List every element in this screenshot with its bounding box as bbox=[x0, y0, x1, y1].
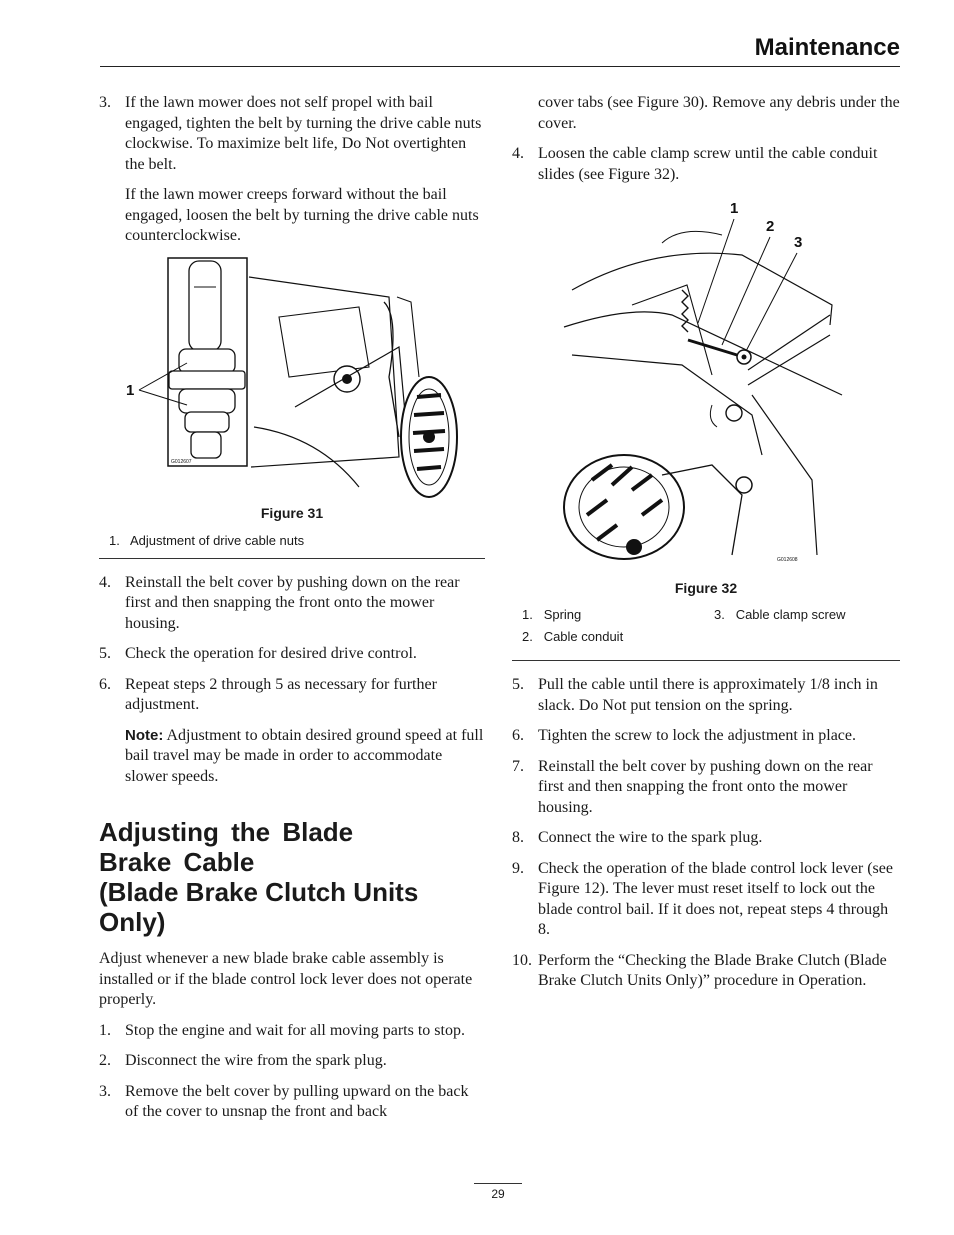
step-number: 5. bbox=[99, 645, 111, 662]
section-title: Maintenance bbox=[754, 34, 900, 61]
legend-number: 3. bbox=[714, 607, 725, 622]
cable-rod bbox=[189, 261, 221, 351]
step-10 bbox=[512, 951, 900, 992]
step-3-paragraph: If the lawn mower creeps forward without the bail engaged, loosen the belt by turning the drive cable nuts counterclockwise. bbox=[125, 186, 479, 244]
step-text: Loosen the cable clamp screw until the cable conduit slides (see Figure 32). bbox=[538, 145, 878, 183]
figure-code: G012607 bbox=[171, 458, 192, 465]
step-number: 10. bbox=[512, 951, 532, 969]
section-intro: Adjust whenever a new blade brake cable assembly is installed or if the blade control lock lever does not operate properly. bbox=[99, 950, 473, 1008]
wheel bbox=[564, 455, 684, 559]
step-4 bbox=[512, 144, 900, 185]
figure-31-legend bbox=[109, 530, 485, 552]
legend-text: Spring bbox=[543, 607, 582, 622]
step-text: Check the operation of the blade control lock lever (see Figure 12). The lever must reset itself to lock out the blade control bail. If it does not, repeat steps 4 through 8. bbox=[538, 859, 893, 938]
step-number: 4. bbox=[512, 145, 524, 162]
step-text: Repeat steps 2 through 5 as necessary for further adjustment. bbox=[125, 675, 437, 713]
step-3 bbox=[99, 93, 485, 175]
figure-32-legend bbox=[522, 604, 900, 648]
legend-number: 2. bbox=[522, 629, 533, 644]
figure-31 bbox=[99, 257, 485, 559]
blade-step-1 bbox=[99, 1021, 485, 1042]
step-text: Perform the “Checking the Blade Brake Clutch (Blade Brake Clutch Units Only)” procedure in Operation. bbox=[538, 951, 887, 989]
step-text: Pull the cable until there is approximately 1/8 inch in slack. Do Not put tension on the spring. bbox=[538, 676, 878, 714]
continued-text: cover tabs (see Figure 30). Remove any debris under the cover. bbox=[538, 94, 900, 132]
step-number: 8. bbox=[512, 829, 524, 846]
page-header bbox=[100, 34, 900, 67]
step-5 bbox=[99, 644, 485, 665]
step-number: 2. bbox=[99, 1052, 111, 1069]
figure-divider bbox=[99, 558, 485, 559]
step-number: 4. bbox=[99, 573, 111, 591]
step-text: Disconnect the wire from the spark plug. bbox=[125, 1052, 387, 1069]
step-number: 6. bbox=[512, 727, 524, 744]
step-5 bbox=[512, 675, 900, 716]
step-9 bbox=[512, 859, 900, 941]
footer-rule bbox=[474, 1183, 522, 1184]
legend-text: Cable conduit bbox=[543, 629, 624, 644]
callout-2: 2 bbox=[766, 218, 775, 235]
step-number: 1. bbox=[99, 1021, 111, 1039]
lower-nut bbox=[179, 389, 235, 413]
figure-code: G012608 bbox=[777, 557, 798, 563]
step-text: Reinstall the belt cover by pushing down on the rear first and then snapping the front onto the mower housing. bbox=[125, 573, 460, 632]
step-number: 7. bbox=[512, 757, 524, 775]
step-text: If the lawn mower does not self propel with bail engaged, tighten the belt by turning the drive cable nuts clockwise. To maximize belt life, Do Not overtighten the belt. bbox=[125, 94, 482, 173]
figure-32 bbox=[512, 195, 900, 661]
step-text: Tighten the screw to lock the adjustment in place. bbox=[538, 727, 857, 744]
callout-1: 1 bbox=[126, 381, 135, 399]
step-text: Remove the belt cover by pulling upward on the back of the cover to unsnap the front and back bbox=[125, 1082, 469, 1120]
step-7 bbox=[512, 757, 900, 819]
page-number: 29 bbox=[491, 1187, 505, 1201]
step-number: 5. bbox=[512, 676, 524, 693]
upper-nut bbox=[179, 349, 235, 373]
heading-line: (Blade Brake Clutch Units bbox=[99, 877, 419, 907]
legend-text: Cable clamp screw bbox=[735, 607, 846, 622]
figure-32-illustration bbox=[512, 195, 900, 573]
step-6 bbox=[99, 675, 485, 716]
section-heading bbox=[99, 817, 485, 937]
heading-line: Adjusting the Blade bbox=[99, 817, 354, 847]
step-number: 6. bbox=[99, 675, 111, 693]
step-text: Stop the engine and wait for all moving parts to stop. bbox=[125, 1021, 465, 1039]
figure-divider bbox=[512, 660, 900, 661]
callout-1: 1 bbox=[730, 200, 739, 217]
legend-item-conduit bbox=[522, 626, 623, 648]
figure-31-caption: Figure 31 bbox=[260, 505, 324, 521]
note bbox=[125, 726, 485, 788]
figure-32-caption: Figure 32 bbox=[674, 579, 738, 596]
callout-3: 3 bbox=[794, 234, 803, 251]
spring bbox=[682, 290, 688, 332]
step-number: 9. bbox=[512, 859, 524, 877]
bracket bbox=[169, 371, 245, 389]
heading-line: Brake Cable bbox=[99, 847, 255, 877]
step-number: 3. bbox=[99, 1082, 111, 1100]
heading-line: Only) bbox=[99, 907, 166, 937]
figure-31-illustration bbox=[99, 257, 485, 502]
step-text: Reinstall the belt cover by pushing down on the rear first and then snapping the front onto the mower housing. bbox=[538, 757, 873, 816]
step-8 bbox=[512, 828, 900, 849]
step-text: Check the operation for desired drive control. bbox=[125, 645, 417, 662]
step-text: Connect the wire to the spark plug. bbox=[538, 829, 763, 846]
legend-item-screw bbox=[714, 604, 846, 626]
legend-number: 1. bbox=[522, 607, 533, 622]
note-text: Adjustment to obtain desired ground speed at full bail travel may be made in order to accommodate slower speeds. bbox=[125, 726, 484, 785]
step-4 bbox=[99, 573, 485, 635]
left-column bbox=[99, 93, 485, 1133]
hub bbox=[626, 539, 642, 555]
legend-item-spring bbox=[522, 604, 581, 626]
blade-step-2 bbox=[99, 1051, 485, 1072]
note-label: Note: bbox=[125, 726, 164, 744]
right-column bbox=[512, 93, 900, 1002]
legend-text: Adjustment of drive cable nuts bbox=[129, 532, 305, 548]
step-number: 3. bbox=[99, 94, 111, 111]
legend-number: 1. bbox=[109, 532, 120, 548]
step-6 bbox=[512, 726, 900, 747]
blade-step-3 bbox=[99, 1082, 485, 1123]
